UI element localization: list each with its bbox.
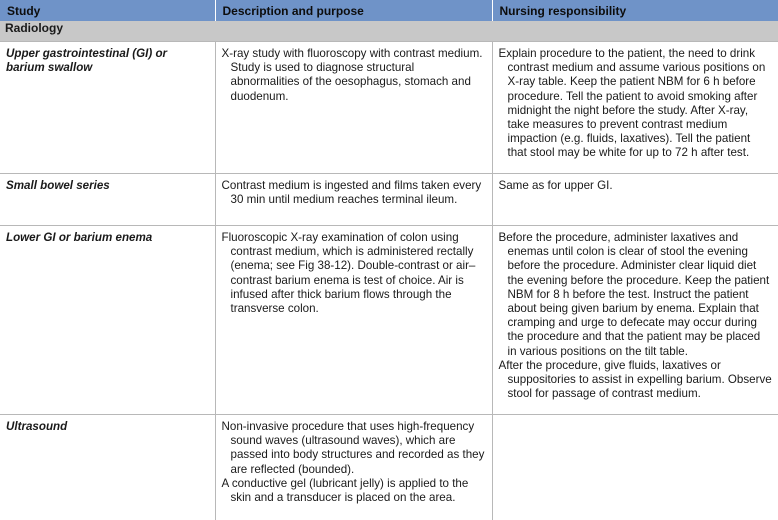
description-text: Contrast medium is ingested and films taken every 30 min until medium reaches terminal ileum.	[222, 179, 486, 207]
table-row	[0, 415, 778, 520]
description-cell	[215, 174, 492, 226]
nursing-text: Before the procedure, administer laxatives and enemas until colon is clear of stool the evening before the procedure. Administer clear liquid diet the evening before the procedure. Keep the patient NBM for 8 h before the test. Instruct the patient about being given barium by enema. Explain that cramping and urge to defecate may occur during the procedure and that the patient may be placed in various positions on the tilt table.	[499, 231, 773, 359]
header-description: Description and purpose	[215, 0, 492, 21]
table-row	[0, 42, 778, 174]
table-row	[0, 226, 778, 415]
nursing-cell	[492, 226, 778, 415]
study-name: Small bowel series	[0, 174, 215, 226]
nursing-cell	[492, 42, 778, 174]
description-text: A conductive gel (lubricant jelly) is applied to the skin and a transducer is placed on the area.	[222, 477, 486, 505]
table-header-row	[0, 0, 778, 21]
table-row	[0, 174, 778, 226]
study-name: Ultrasound	[0, 415, 215, 520]
description-text: Fluoroscopic X-ray examination of colon using contrast medium, which is administered rectally (enema; see Fig 38-12). Double-contrast or air–contrast barium enema is test of choice. Air is infused after thick barium flows through the transverse colon.	[222, 231, 486, 316]
header-study: Study	[0, 0, 215, 21]
nursing-text: Same as for upper GI.	[499, 179, 773, 193]
description-cell	[215, 42, 492, 174]
study-name: Upper gastrointestinal (GI) or barium swallow	[0, 42, 215, 174]
nursing-cell	[492, 415, 778, 520]
nursing-text: Explain procedure to the patient, the need to drink contrast medium and assume various positions on X-ray table. Keep the patient NBM for 6 h before procedure. Tell the patient to avoid smoking after midnight the night before the study. After X-ray, take measures to prevent contrast medium impaction (e.g. fluids, laxatives). Tell the patient that stool may be white for up to 72 h after test.	[499, 47, 773, 161]
section-row	[0, 21, 778, 42]
description-text: Non-invasive procedure that uses high-frequency sound waves (ultrasound waves), which are passed into body structures and recorded as they are reflected (bounded).	[222, 420, 486, 477]
nursing-cell	[492, 174, 778, 226]
description-cell	[215, 226, 492, 415]
description-cell	[215, 415, 492, 520]
description-text: X-ray study with fluoroscopy with contrast medium. Study is used to diagnose structural abnormalities of the oesophagus, stomach and duodenum.	[222, 47, 486, 104]
header-nursing: Nursing responsibility	[492, 0, 778, 21]
section-label: Radiology	[0, 21, 778, 42]
study-name: Lower GI or barium enema	[0, 226, 215, 415]
nursing-text: After the procedure, give fluids, laxatives or suppositories to assist in expelling barium. Observe stool for passage of contrast medium.	[499, 359, 773, 402]
